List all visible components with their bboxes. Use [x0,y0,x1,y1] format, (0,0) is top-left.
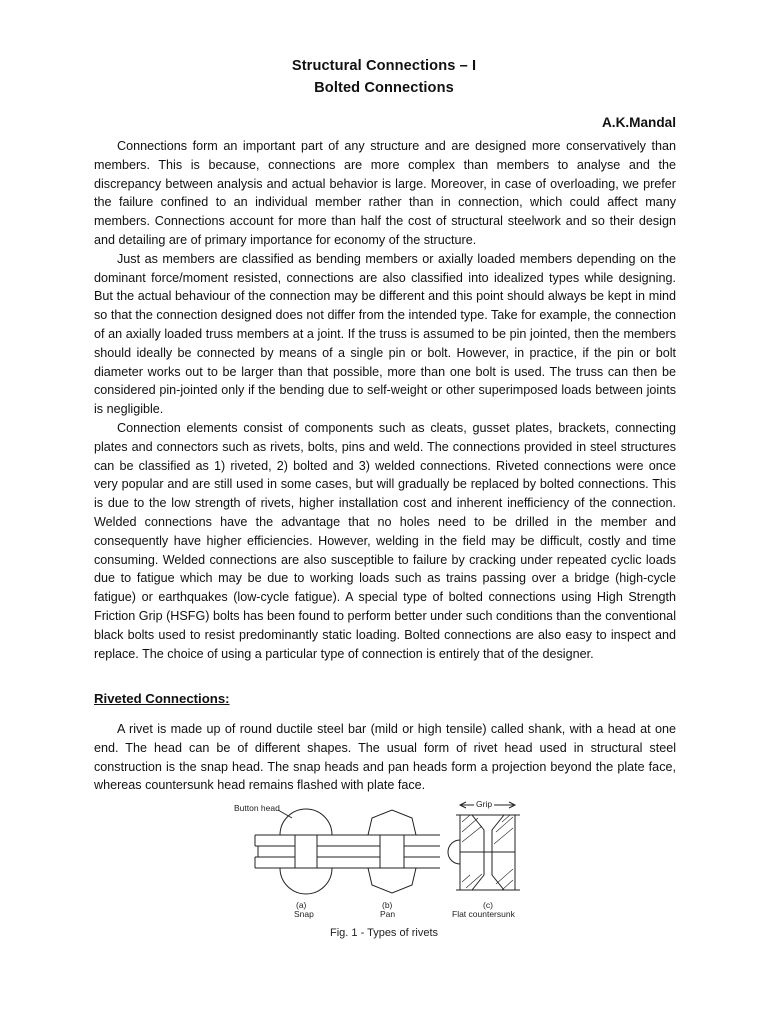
section-body [94,720,676,795]
snap-name-label: Snap [294,909,314,919]
paragraph-intro: Connections form an important part of any structure and are designed more conservatively than members. This is because, connections are more complex than members to analyse and the discrepancy between analysis and actual behavior is large. Moreover, in case of overloading, we prefer the failure confined to an individual member rather than in connection, which could affect many members. Connections account for more than half the cost of structural steelwork and so their design and detailing are of primary importance for economy of the structure. [94,139,676,247]
paragraph-connection-elements: Connection elements consist of components such as cleats, gusset plates, brackets, connecting plates and connectors such as rivets, bolts, pins and weld. The connections provided in steel structures can be classified as 1) riveted, 2) bolted and 3) welded connections. Riveted connections were once very popular and are still used in some cases, but will gradually be replaced by bolted connections. This is due to the low strength of rivets, higher installation cost and inherent inefficiency of the connection. Welded connections have the advantage that no holes need to be drilled in the member and consequently have higher efficiencies. However, welding in the field may be difficult, costly and time consuming. Welded connections are also susceptible to failure by cracking under repeated cyclic loads due to fatigue which may be due to working loads such as trains passing over a bridge (high-cycle fatigue) or earthquakes (low-cycle fatigue). A special type of bolted connections using High Strength Friction Grip (HSFG) bolts has been found to perform better under such conditions than the conventional black bolts used to resist predominantly static loading. Bolted connections are also easy to inspect and replace. The choice of using a particular type of connection is entirely that of the designer. [94,420,676,661]
pan-head-bottom [368,868,416,893]
paragraph-classification: Just as members are classified as bending members or axially loaded members depending on the dominant force/moment resisted, connections are also classified into idealized types while designing. But the actual behaviour of the connection may be different and this point should always be kept in mind so that the connection designed does not differ from the intended type. Take for example, the connection of an axially loaded truss members at a joint. If the truss is assumed to be pin jointed, then the members should ideally be connected by means of a single pin or bolt. However, in practice, if the pin or bolt diameter works out to be larger than that possible, more than one bolt is used. The truss can then be considered pin-jointed only if the bending due to self-weight or other superimposed loads between joints is negligible. [94,251,676,417]
snap-letter-label: (a) [296,900,307,910]
document-title: Structural Connections – I [291,58,477,74]
snap-head-bottom [280,868,332,894]
pan-head-top [368,810,416,835]
body-paragraphs [94,137,676,663]
rivet-types-figure [234,799,530,945]
countersunk-letter-label: (c) [483,900,493,910]
author-name: A.K.Mandal [601,115,676,130]
countersunk-name-label: Flat countersunk [452,909,515,919]
pan-letter-label: (b) [382,900,393,910]
section-heading-riveted: Riveted Connections: [94,691,230,706]
grip-label: Grip [476,799,493,809]
pan-name-label: Pan [380,909,396,919]
button-head-label: Button head [234,803,280,813]
figure-caption: Fig. 1 - Types of rivets [330,927,439,939]
snap-head-top [280,809,332,835]
document-subtitle: Bolted Connections [314,80,454,96]
paragraph-rivet-description: A rivet is made up of round ductile steel bar (mild or high tensile) called shank, with a head at one end. The head can be of different shapes. The usual form of rivet head used in structural steel construction is the snap head. The snap heads and pan heads form a projection beyond the plate face, whereas countersunk head remains flashed with plate face. [94,722,676,793]
